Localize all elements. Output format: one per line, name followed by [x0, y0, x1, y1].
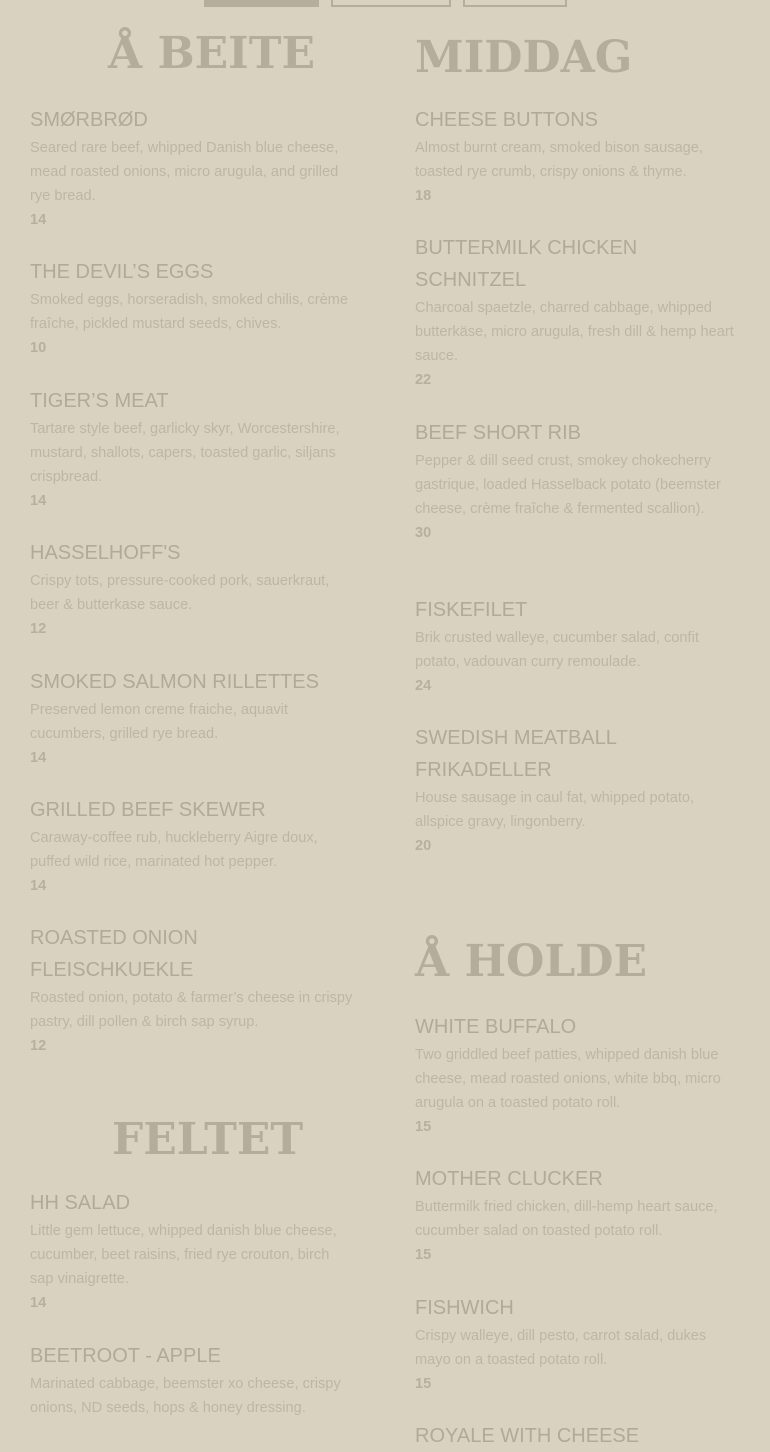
menu-item: [415, 232, 734, 392]
item-description: House sausage in caul fat, whipped potato, allspice gravy, lingonberry.: [415, 790, 695, 830]
item-description: Smoked eggs, horseradish, smoked chilis, crème fraîche, pickled mustard seeds, chives.: [30, 292, 348, 332]
menu-item: [30, 537, 356, 641]
item-description: Charcoal spaetzle, charred cabbage, whipped butterkäse, micro arugula, fresh dill & hemp heart sauce.: [415, 300, 734, 364]
item-description: Buttermilk fried chicken, dill-hemp heart sauce, cucumber salad on toasted potato roll.: [415, 1199, 718, 1239]
item-price: 20: [415, 838, 432, 854]
item-price: 30: [415, 525, 432, 541]
menu-item: [30, 922, 353, 1058]
item-description: Two griddled beef patties, whipped danish blue cheese, mead roasted onions, white bbq, micro arugula on a toasted potato roll.: [415, 1047, 721, 1111]
menu-item: [415, 417, 741, 545]
menu-item: [30, 104, 356, 232]
item-name: HASSELHOFF'S: [30, 542, 181, 564]
item-description: Seared rare beef, whipped Danish blue cheese, mead roasted onions, micro arugula, and grilled rye bread.: [30, 140, 339, 204]
item-price: 15: [415, 1376, 432, 1392]
menu-item: [415, 1292, 741, 1396]
item-description: Tartare style beef, garlicky skyr, Worcestershire, mustard, shallots, capers, toasted garlic, siljans crispbread.: [30, 421, 340, 485]
item-name: WHITE BUFFALO: [415, 1016, 577, 1038]
item-name: TIGER’S MEAT: [30, 390, 169, 412]
item-price: 14: [30, 878, 47, 894]
item-description: Pepper & dill seed crust, smokey chokecherry gastrique, loaded Hasselback potato (beemster cheese, crème fraîche & fermented scallion).: [415, 453, 721, 517]
item-description: Brik crusted walleye, cucumber salad, confit potato, vadouvan curry remoulade.: [415, 630, 699, 670]
section-title-middag: MIDDAG: [415, 32, 633, 83]
menu-item: [415, 104, 741, 208]
menu-tab[interactable]: [463, 0, 567, 7]
item-name: THE DEVIL’S EGGS: [30, 261, 214, 283]
item-price: 14: [30, 750, 47, 766]
menu-item: [30, 1187, 356, 1315]
item-name: BEEF SHORT RIB: [415, 422, 581, 444]
item-description: Little gem lettuce, whipped danish blue cheese, cucumber, beet raisins, fried rye crouton, birch sap vinaigrette.: [30, 1223, 337, 1287]
item-description: Crispy walleye, dill pesto, carrot salad, dukes mayo on a toasted potato roll.: [415, 1328, 707, 1368]
item-description: Marinated cabbage, beemster xo cheese, crispy onions, ND seeds, hops & honey dressing.: [30, 1376, 341, 1416]
item-price: 12: [30, 1038, 47, 1054]
menu-tabs: [0, 0, 770, 10]
menu-item: [415, 1163, 741, 1267]
item-description: Crispy tots, pressure-cooked pork, sauerkraut, beer & butterkase sauce.: [30, 573, 330, 613]
item-description: Almost burnt cream, smoked bison sausage, toasted rye crumb, crispy onions & thyme.: [415, 140, 703, 180]
item-price: 15: [415, 1119, 432, 1135]
item-name: BUTTERMILK CHICKEN SCHNITZEL: [415, 237, 638, 291]
item-price: 14: [30, 212, 47, 228]
item-name: ROYALE WITH CHEESE: [415, 1425, 640, 1447]
menu-item: [30, 256, 356, 360]
item-name: CHEESE BUTTONS: [415, 109, 598, 131]
item-name: FISHWICH: [415, 1297, 514, 1319]
menu-item: [415, 722, 695, 858]
menu-item: [415, 1420, 741, 1452]
menu-tab[interactable]: [331, 0, 451, 7]
item-price: 15: [415, 1247, 432, 1263]
section-title-a-holde: Å HOLDE: [415, 936, 647, 987]
menu-tab-active[interactable]: [204, 0, 319, 7]
item-name: SMØRBRØD: [30, 109, 148, 131]
item-description: Caraway-coffee rub, huckleberry Aigre doux, puffed wild rice, marinated hot pepper.: [30, 830, 318, 870]
item-description: Preserved lemon creme fraiche, aquavit cucumbers, grilled rye bread.: [30, 702, 288, 742]
item-name: ROASTED ONION FLEISCHKUEKLE: [30, 927, 198, 981]
item-name: MOTHER CLUCKER: [415, 1168, 603, 1190]
item-price: 24: [415, 678, 432, 694]
menu-item: [30, 666, 356, 770]
menu-item: [30, 794, 356, 898]
item-price: 14: [30, 1295, 47, 1311]
menu-item: [30, 385, 356, 513]
item-name: HH SALAD: [30, 1192, 131, 1214]
item-price: 22: [415, 372, 432, 388]
menu-item: [415, 1011, 741, 1139]
item-name: SWEDISH MEATBALL FRIKADELLER: [415, 727, 617, 781]
item-name: SMOKED SALMON RILLETTES: [30, 671, 319, 693]
section-title-feltet: FELTET: [112, 1114, 304, 1165]
menu-item: [30, 1340, 356, 1420]
item-price: 12: [30, 621, 47, 637]
item-description: Roasted onion, potato & farmer’s cheese in crispy pastry, dill pollen & birch sap syrup.: [30, 990, 353, 1030]
item-price: 14: [30, 493, 47, 509]
menu-item: [415, 594, 741, 698]
item-name: FISKEFILET: [415, 599, 528, 621]
item-price: 18: [415, 188, 432, 204]
item-price: 10: [30, 340, 47, 356]
item-name: GRILLED BEEF SKEWER: [30, 799, 266, 821]
item-name: BEETROOT - APPLE: [30, 1345, 221, 1367]
section-title-a-beite: Å BEITE: [108, 28, 316, 79]
